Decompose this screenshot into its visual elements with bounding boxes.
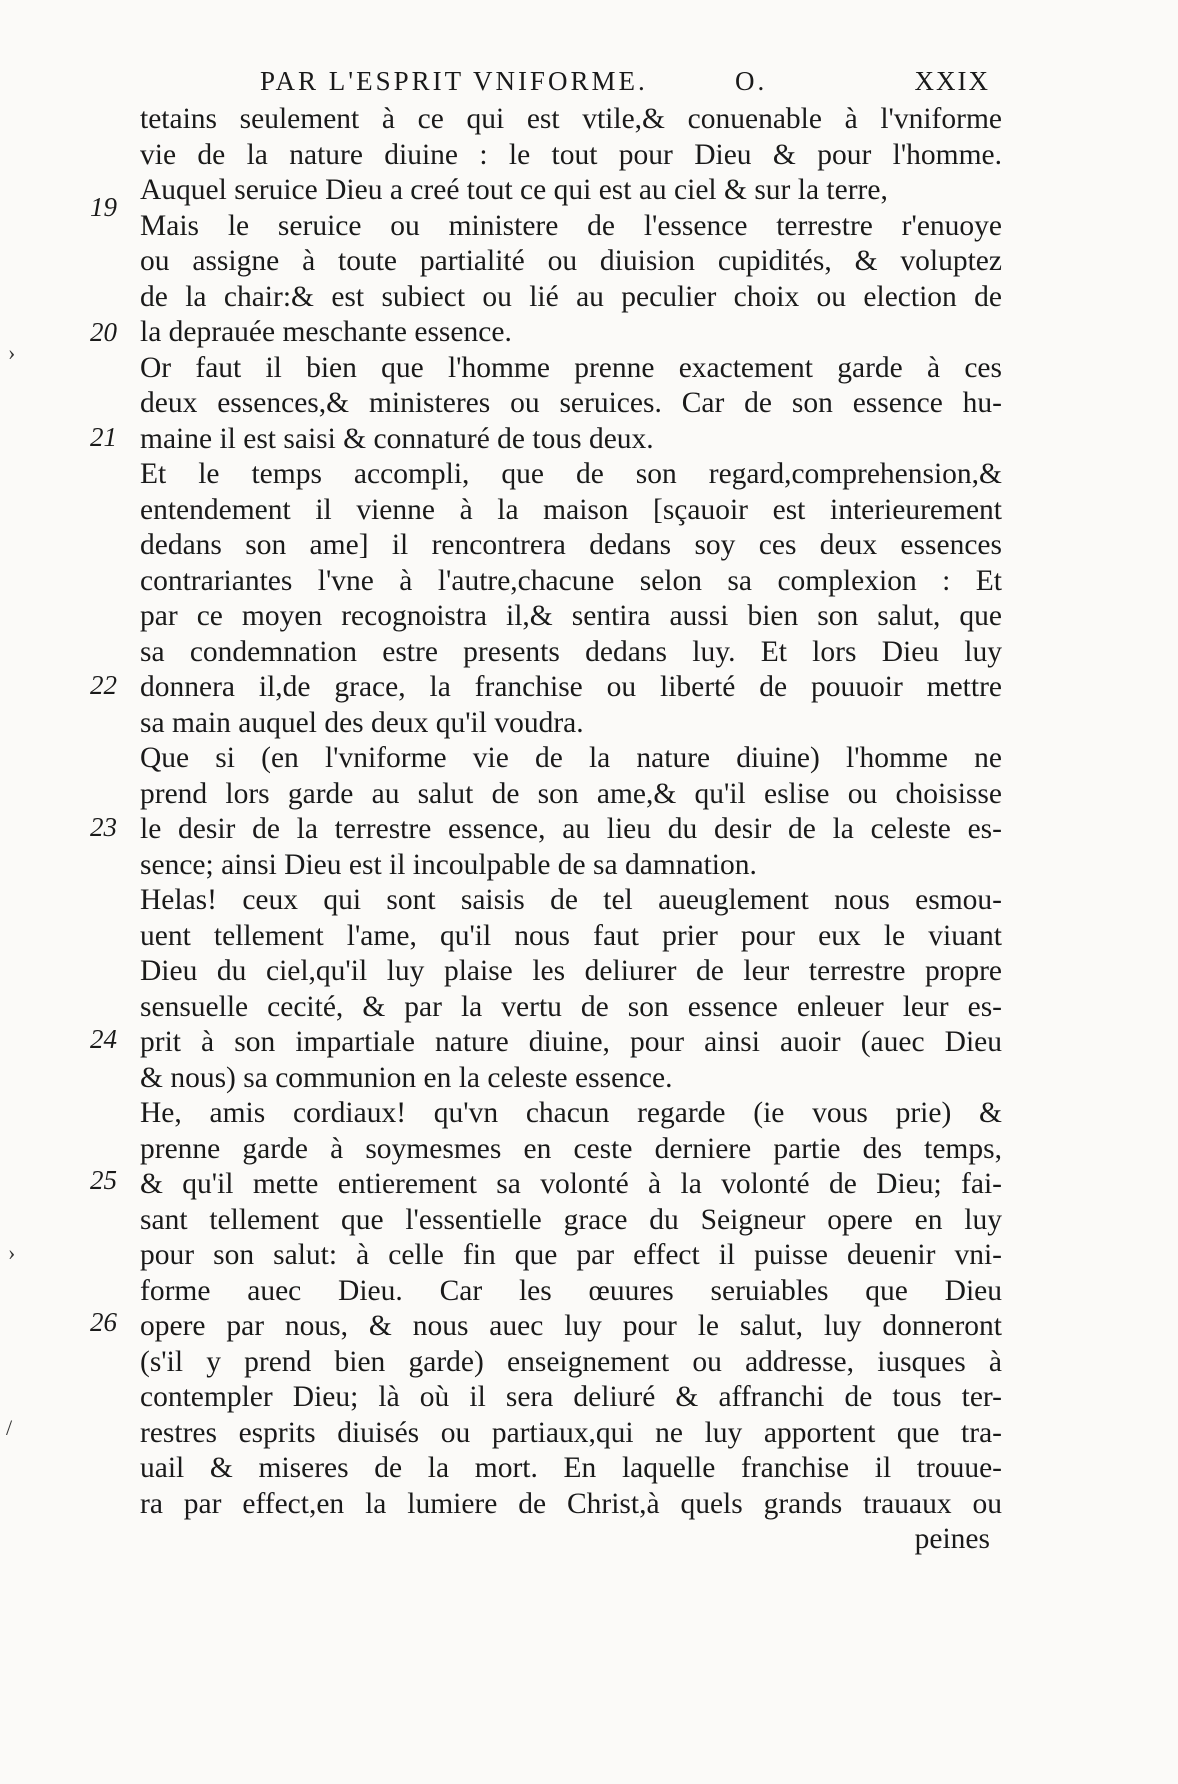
text-line: Auquel seruice Dieu a creé tout ce qui est au ciel & sur la terre, — [140, 174, 888, 206]
text-line: opere par nous, & nous auec luy pour le salut, luy donneront — [140, 1310, 1002, 1342]
text-line: & qu'il mette entierement sa volonté à la volonté de Dieu; fai- — [140, 1168, 1002, 1200]
text-line: pour son salut: à celle fin que par effect il puisse deuenir vni- — [140, 1239, 1002, 1271]
text-line: Helas! ceux qui sont saisis de tel aueuglement nous esmou- — [140, 884, 1002, 916]
running-head-title: PAR L'ESPRIT VNIFORME. — [260, 66, 648, 96]
text-line: restres esprits diuisés ou partiaux,qui ne luy apportent que tra- — [140, 1416, 1002, 1449]
text-line: sa main auquel des deux qu'il voudra. — [140, 706, 584, 739]
verse-number: 21 — [90, 422, 117, 452]
verse-number: 23 — [90, 812, 117, 842]
text-line: Que si (en l'vniforme vie de la nature diuine) l'homme ne — [140, 742, 1002, 774]
text-line: de la chair:& est subiect ou lié au peculier choix ou election de — [140, 280, 1002, 313]
verse-number: 22 — [90, 670, 117, 700]
margin-mark: / — [6, 1415, 13, 1440]
text-line: dedans son ame] il rencontrera dedans soy ces deux essences — [140, 529, 1002, 561]
folio-number: XXIX — [914, 66, 990, 96]
body-text — [140, 102, 1002, 1558]
text-line: sant tellement que l'essentielle grace du Seigneur opere en luy — [140, 1203, 1002, 1236]
text-line: He, amis cordiaux! qu'vn chacun regarde (ie vous prie) & — [140, 1097, 1002, 1129]
text-line: ra par effect,en la lumiere de Christ,à quels grands trauaux ou — [140, 1487, 1002, 1520]
text-line: sa condemnation estre presents dedans luy. Et lors Dieu luy — [140, 635, 1002, 668]
verse-number: 24 — [90, 1024, 117, 1054]
text-line: par ce moyen recognoistra il,& sentira aussi bien son salut, que — [140, 600, 1002, 632]
text-line: prit à son impartiale nature diuine, pour ainsi auoir (auec Dieu — [140, 1026, 1002, 1058]
text-line: deux essences,& ministeres ou seruices. Car de son essence hu- — [140, 387, 1002, 419]
verse-number: 25 — [90, 1165, 117, 1195]
text-line: forme auec Dieu. Car les œuures seruiables que Dieu — [140, 1274, 1002, 1307]
text-line: la deprauée meschante essence. — [140, 316, 512, 348]
text-line: sence; ainsi Dieu est il incoulpable de sa damnation. — [140, 848, 757, 881]
text-line: & nous) sa communion en la celeste essence. — [140, 1061, 673, 1094]
text-line: Dieu du ciel,qu'il luy plaise les deliurer de leur terrestre propre — [140, 955, 1002, 987]
text-line: contempler Dieu; là où il sera deliuré & affranchi de tous ter- — [140, 1381, 1002, 1413]
catchword: peines — [914, 1523, 990, 1555]
text-line: prend lors garde au salut de son ame,& qu'il eslise ou choisisse — [140, 777, 1002, 810]
text-line: Mais le seruice ou ministere de l'essence terrestre r'enuoye — [140, 209, 1002, 242]
text-line: ou assigne à toute partialité ou diuision cupidités, & voluptez — [140, 245, 1002, 277]
text-line: Or faut il bien que l'homme prenne exactement garde à ces — [140, 351, 1002, 384]
running-head — [190, 66, 990, 100]
text-line: donnera il,de grace, la franchise ou liberté de pouuoir mettre — [140, 671, 1002, 703]
text-line: (s'il y prend bien garde) enseignement ou addresse, iusques à — [140, 1345, 1002, 1378]
verse-number: 20 — [90, 317, 117, 347]
text-line: le desir de la terrestre essence, au lieu du desir de la celeste es- — [140, 813, 1002, 845]
signature-mark: O. — [735, 66, 768, 96]
margin-mark: › — [8, 1240, 16, 1265]
text-line: tetains seulement à ce qui est vtile,& conuenable à l'vniforme — [140, 103, 1002, 135]
text-line: sensuelle cecité, & par la vertu de son essence enleuer leur es- — [140, 990, 1002, 1023]
margin-mark: › — [8, 340, 16, 365]
text-line: Et le temps accompli, que de son regard,comprehension,& — [140, 458, 1002, 490]
verse-number: 19 — [90, 192, 117, 222]
text-line: uent tellement l'ame, qu'il nous faut prier pour eux le viuant — [140, 919, 1002, 952]
text-line: contrariantes l'vne à l'autre,chacune selon sa complexion : Et — [140, 564, 1002, 597]
verse-number: 26 — [90, 1307, 117, 1337]
text-line: maine il est saisi & connaturé de tous deux. — [140, 422, 654, 455]
text-line: entendement il vienne à la maison [sçauoir est interieurement — [140, 493, 1002, 526]
text-line: uail & miseres de la mort. En laquelle franchise il trouue- — [140, 1452, 1002, 1484]
text-line: prenne garde à soymesmes en ceste derniere partie des temps, — [140, 1132, 1002, 1165]
text-line: vie de la nature diuine : le tout pour Dieu & pour l'homme. — [140, 138, 1002, 171]
